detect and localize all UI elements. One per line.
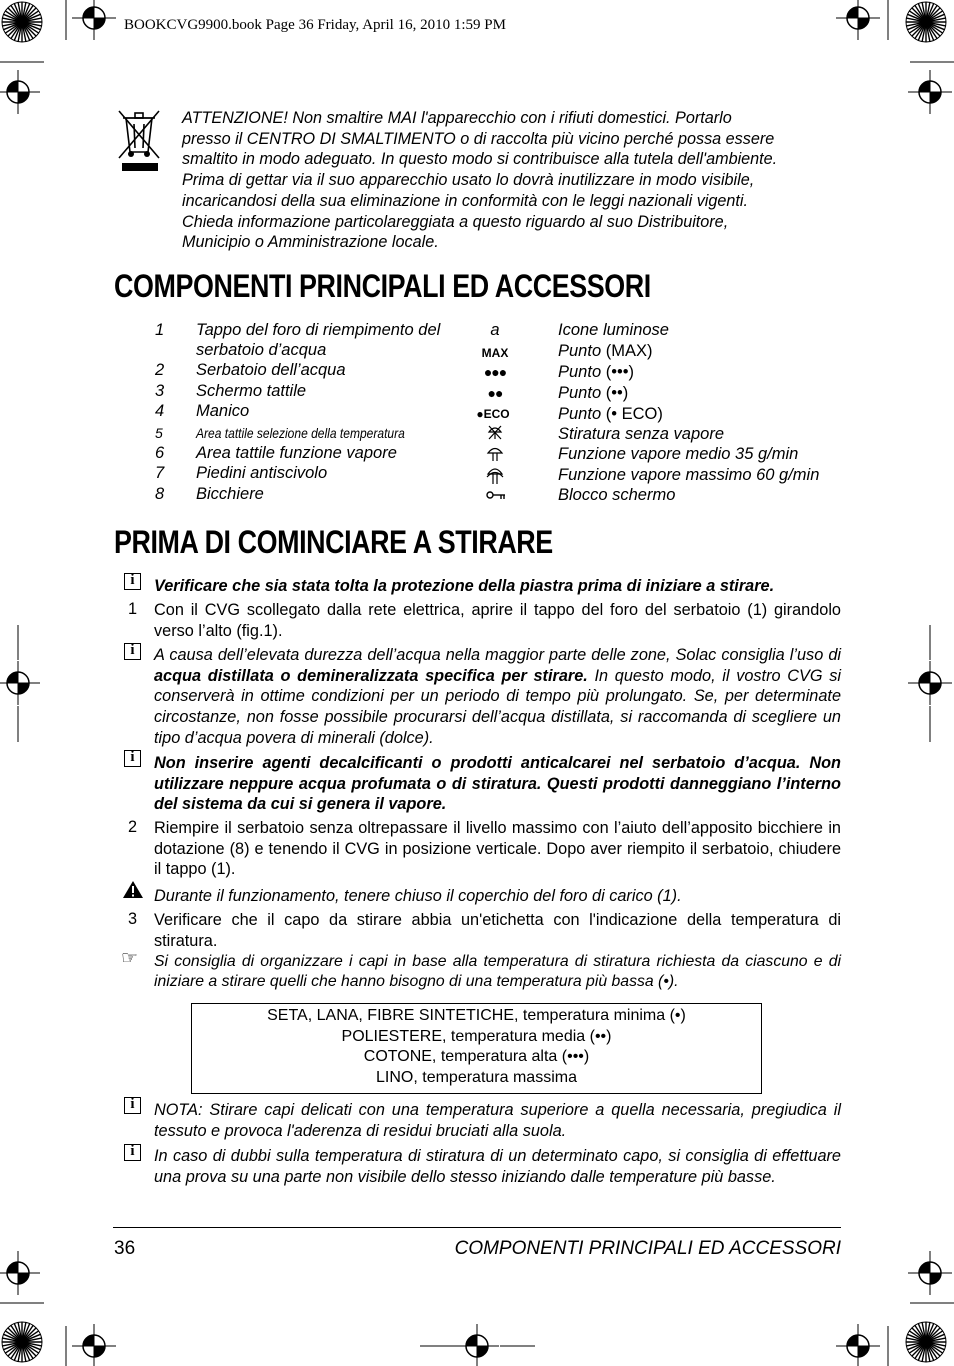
three-dots-symbol: ●●● (483, 364, 507, 380)
section-title-before-ironing: PRIMA DI COMINCIARE A STIRARE (114, 524, 553, 560)
max-symbol: MAX (481, 346, 509, 360)
eco-symbol: ●ECO (476, 407, 510, 421)
info-icon (124, 573, 141, 590)
pointing-hand-icon: ☞ (121, 947, 139, 969)
print-header: BOOKCVG9900.book Page 36 Friday, April 16, 2010 1:59 PM (124, 17, 506, 33)
info-icon (124, 750, 141, 767)
info-distilled-water: A causa dell’elevata durezza dell’acqua nella maggior parte delle zone, Solac consiglia l’uso di acqua distillata o demineralizzata specifica per stirare. In questo modo, il vostro CVG si conserverà in ottime condizioni per un periodo di tempo più prolungato. Se, per determinate circostanze, non fosse possibile procurarsi dell’acqua distillata, si raccomanda di scegliere un tipo d’acqua povera di minerali (dolce). (154, 646, 841, 747)
info-no-decalcifiers: Non inserire agenti decalcificanti o prodotti anticalcarei nel serbatoio d’acqua. Non utilizzare neppure acqua profumata o di stiratura. Questi prodotti danneggiano l’interno del sistema da cui si genera il vapore. (154, 754, 841, 814)
step-2: Riempire il serbatoio senza oltrepassare il livello massimo con l’aiuto dell’apposito bicchiere in dotazione (8) e tenendo il CVG in posizione verticale. Dopo aver riempito il serbatoio, chiudere il tappo (1). (154, 819, 841, 879)
disposal-warning: ATTENZIONE! Non smaltire MAI l'apparecchio con i rifiuti domestici. Portarlo presso il CENTRO DI SMALTIMENTO o di raccolta più vicino perché possa essere smaltito in modo adeguato. In questo modo si contribuisce alla tutela dell'ambiente. Prima di gettar via il suo apparecchio usato lo dovrà inutilizzare in modo visibile, incaricandosi della sua eliminazione in conformità con le leggi nazionali vigenti. Chieda informazione particolareggiata a questo riguardo al suo Distribuitore, Municipio o Amministrazione locale. (182, 109, 778, 252)
info-remove-protection: Verificare che sia stata tolta la protezione della piastra prima di iniziare a stirare. (154, 577, 775, 595)
note-delicate-fabrics: NOTA: Stirare capi delicati con una temperatura superiore a quella necessaria, pregiudica il tessuto e provoca l'aderenza di residui bruciati alla suola. (154, 1101, 841, 1140)
section-title-components: COMPONENTI PRINCIPALI ED ACCESSORI (114, 268, 651, 304)
warning-triangle-icon (122, 880, 144, 899)
crossed-bin-icon (116, 108, 162, 174)
temperature-table: SETA, LANA, FIBRE SINTETICHE, temperatura minima (•) POLIESTERE, temperatura media (••) COTONE, temperatura alta (•••) LINO, temperatura massima (191, 1003, 762, 1094)
info-icon (124, 1097, 141, 1114)
page-number: 36 (114, 1238, 136, 1259)
two-dots-symbol: ●● (487, 385, 503, 401)
footer-title: COMPONENTI PRINCIPALI ED ACCESSORI (454, 1238, 841, 1259)
no-steam-icon (486, 423, 504, 441)
step-1: Con il CVG scollegato dalla rete elettrica, aprire il tappo del foro del serbatoio (1) girandolo verso l’alto (fig.1). (154, 601, 841, 640)
medium-steam-icon (486, 443, 504, 463)
info-test-hidden-area: In caso di dubbi sulla temperatura di stiratura di un determinato capo, si consiglia di effettuare una prova su una parte non visibile dello stesso iniziando dalle temperature più basse. (154, 1147, 841, 1186)
warning-keep-cap-closed: Durante il funzionamento, tenere chiuso il coperchio del foro di carico (1). (154, 887, 682, 905)
hint-organize-by-temperature: Si consiglia di organizzare i capi in base alla temperatura di stiratura richiesta da ciascuno e di iniziare a stirare quelli che hanno bisogno di una temperatura più bassa (•). (154, 953, 841, 990)
info-icon (124, 1144, 141, 1161)
step-3: Verificare che il capo da stirare abbia un'etichetta con l'indicazione della temperatura di stiratura. (154, 911, 841, 950)
info-icon (124, 643, 141, 660)
footer-rule (113, 1227, 841, 1228)
max-steam-icon (486, 464, 504, 486)
key-lock-icon (486, 489, 506, 501)
